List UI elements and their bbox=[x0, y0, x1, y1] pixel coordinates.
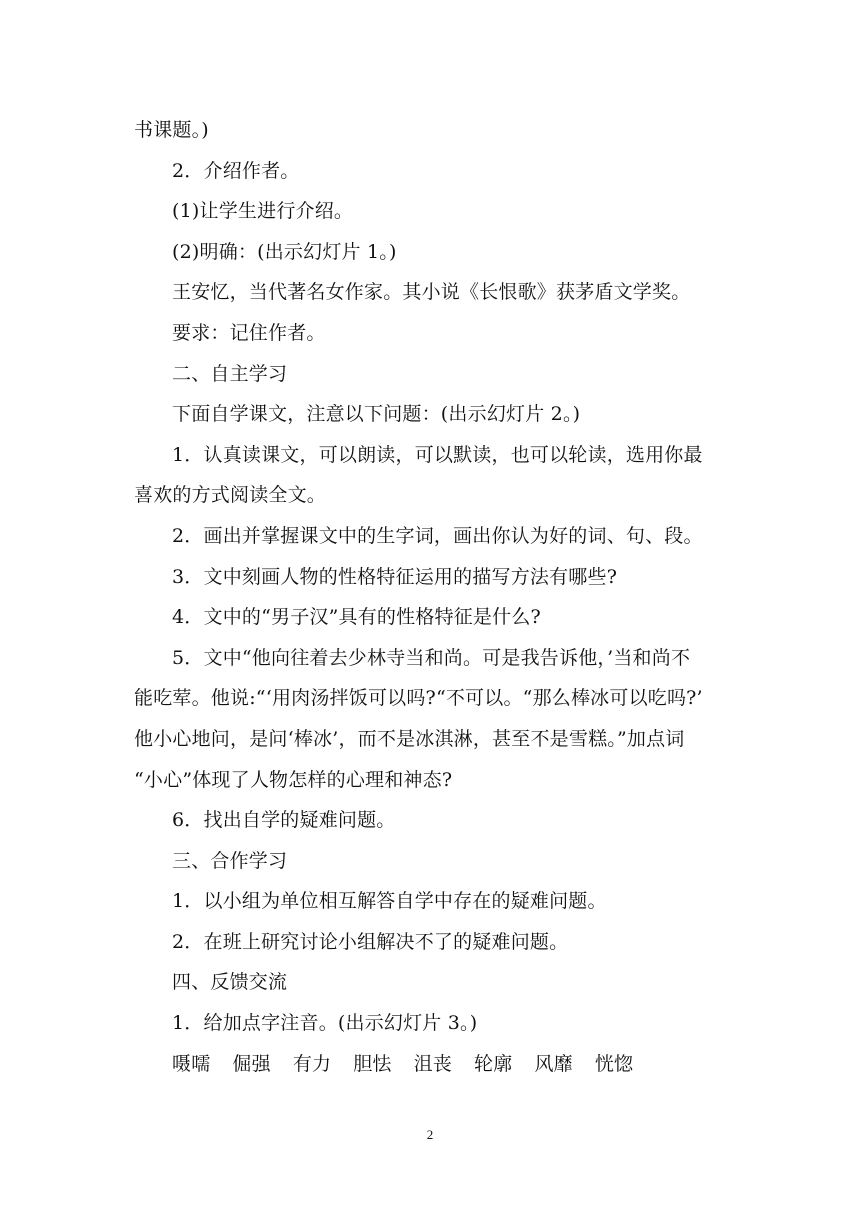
vocabulary-word: 嗫嚅 bbox=[172, 1052, 211, 1075]
vocabulary-list bbox=[134, 1044, 734, 1085]
text-line: 喜欢的方式阅读全文。 bbox=[134, 484, 327, 507]
text-line: 下面自学课文，注意以下问题：(出示幻灯片 2。) bbox=[172, 403, 581, 426]
text-line: 1．以小组为单位相互解答自学中存在的疑难问题。 bbox=[172, 890, 607, 913]
vocabulary-word: 风靡 bbox=[534, 1052, 573, 1075]
section-heading: 四、反馈交流 bbox=[172, 971, 288, 994]
text-line: 1．认真读课文，可以朗读，可以默读，也可以轮读，选用你最 bbox=[172, 443, 703, 466]
text-line: 3．文中刻画人物的性格特征运用的描写方法有哪些? bbox=[172, 565, 618, 588]
text-line: 2．在班上研究讨论小组解决不了的疑难问题。 bbox=[172, 930, 569, 953]
vocabulary-word: 沮丧 bbox=[413, 1052, 453, 1075]
text-line: 王安忆，当代著名女作家。其小说《长恨歌》获茅盾文学奖。 bbox=[172, 281, 691, 304]
text-line: (2)明确：(出示幻灯片 1。) bbox=[172, 240, 397, 263]
text-line: (1)让学生进行介绍。 bbox=[172, 200, 354, 223]
vocabulary-word: 胆怯 bbox=[353, 1052, 392, 1075]
section-heading: 三、合作学习 bbox=[172, 849, 288, 872]
text-line: 要求：记住作者。 bbox=[172, 321, 326, 344]
vocabulary-word: 有力 bbox=[292, 1052, 332, 1075]
text-line: 1．给加点字注音。(出示幻灯片 3。) bbox=[172, 1012, 478, 1035]
text-line: 2．介绍作者。 bbox=[172, 159, 300, 182]
text-line: 能吃荤。他说:“‘用肉汤拌饭可以吗?“不可以。“那么棒冰可以吃吗?’ bbox=[134, 687, 703, 710]
text-line: 2．画出并掌握课文中的生字词，画出你认为好的词、句、段。 bbox=[172, 524, 703, 547]
vocabulary-word: 恍惚 bbox=[594, 1052, 634, 1075]
page-number: 2 bbox=[426, 1127, 434, 1142]
text-line: “小心”体现了人物怎样的心理和神态? bbox=[134, 768, 453, 791]
text-line: 5．文中“他向往着去少林寺当和尚。可是我告诉他，’当和尚不 bbox=[172, 646, 691, 669]
text-line: 6．找出自学的疑难问题。 bbox=[172, 809, 396, 832]
vocabulary-word: 轮廓 bbox=[474, 1052, 513, 1075]
vocabulary-word: 倔强 bbox=[232, 1052, 271, 1075]
section-heading: 二、自主学习 bbox=[172, 362, 288, 385]
text-line: 他小心地问，是问‘棒冰’，而不是冰淇淋，甚至不是雪糕。”加点词 bbox=[134, 727, 685, 750]
text-line: 4．文中的“男子汉”具有的性格特征是什么? bbox=[172, 606, 541, 629]
text-line: 书课题。) bbox=[134, 119, 209, 141]
document-body bbox=[134, 110, 734, 1084]
